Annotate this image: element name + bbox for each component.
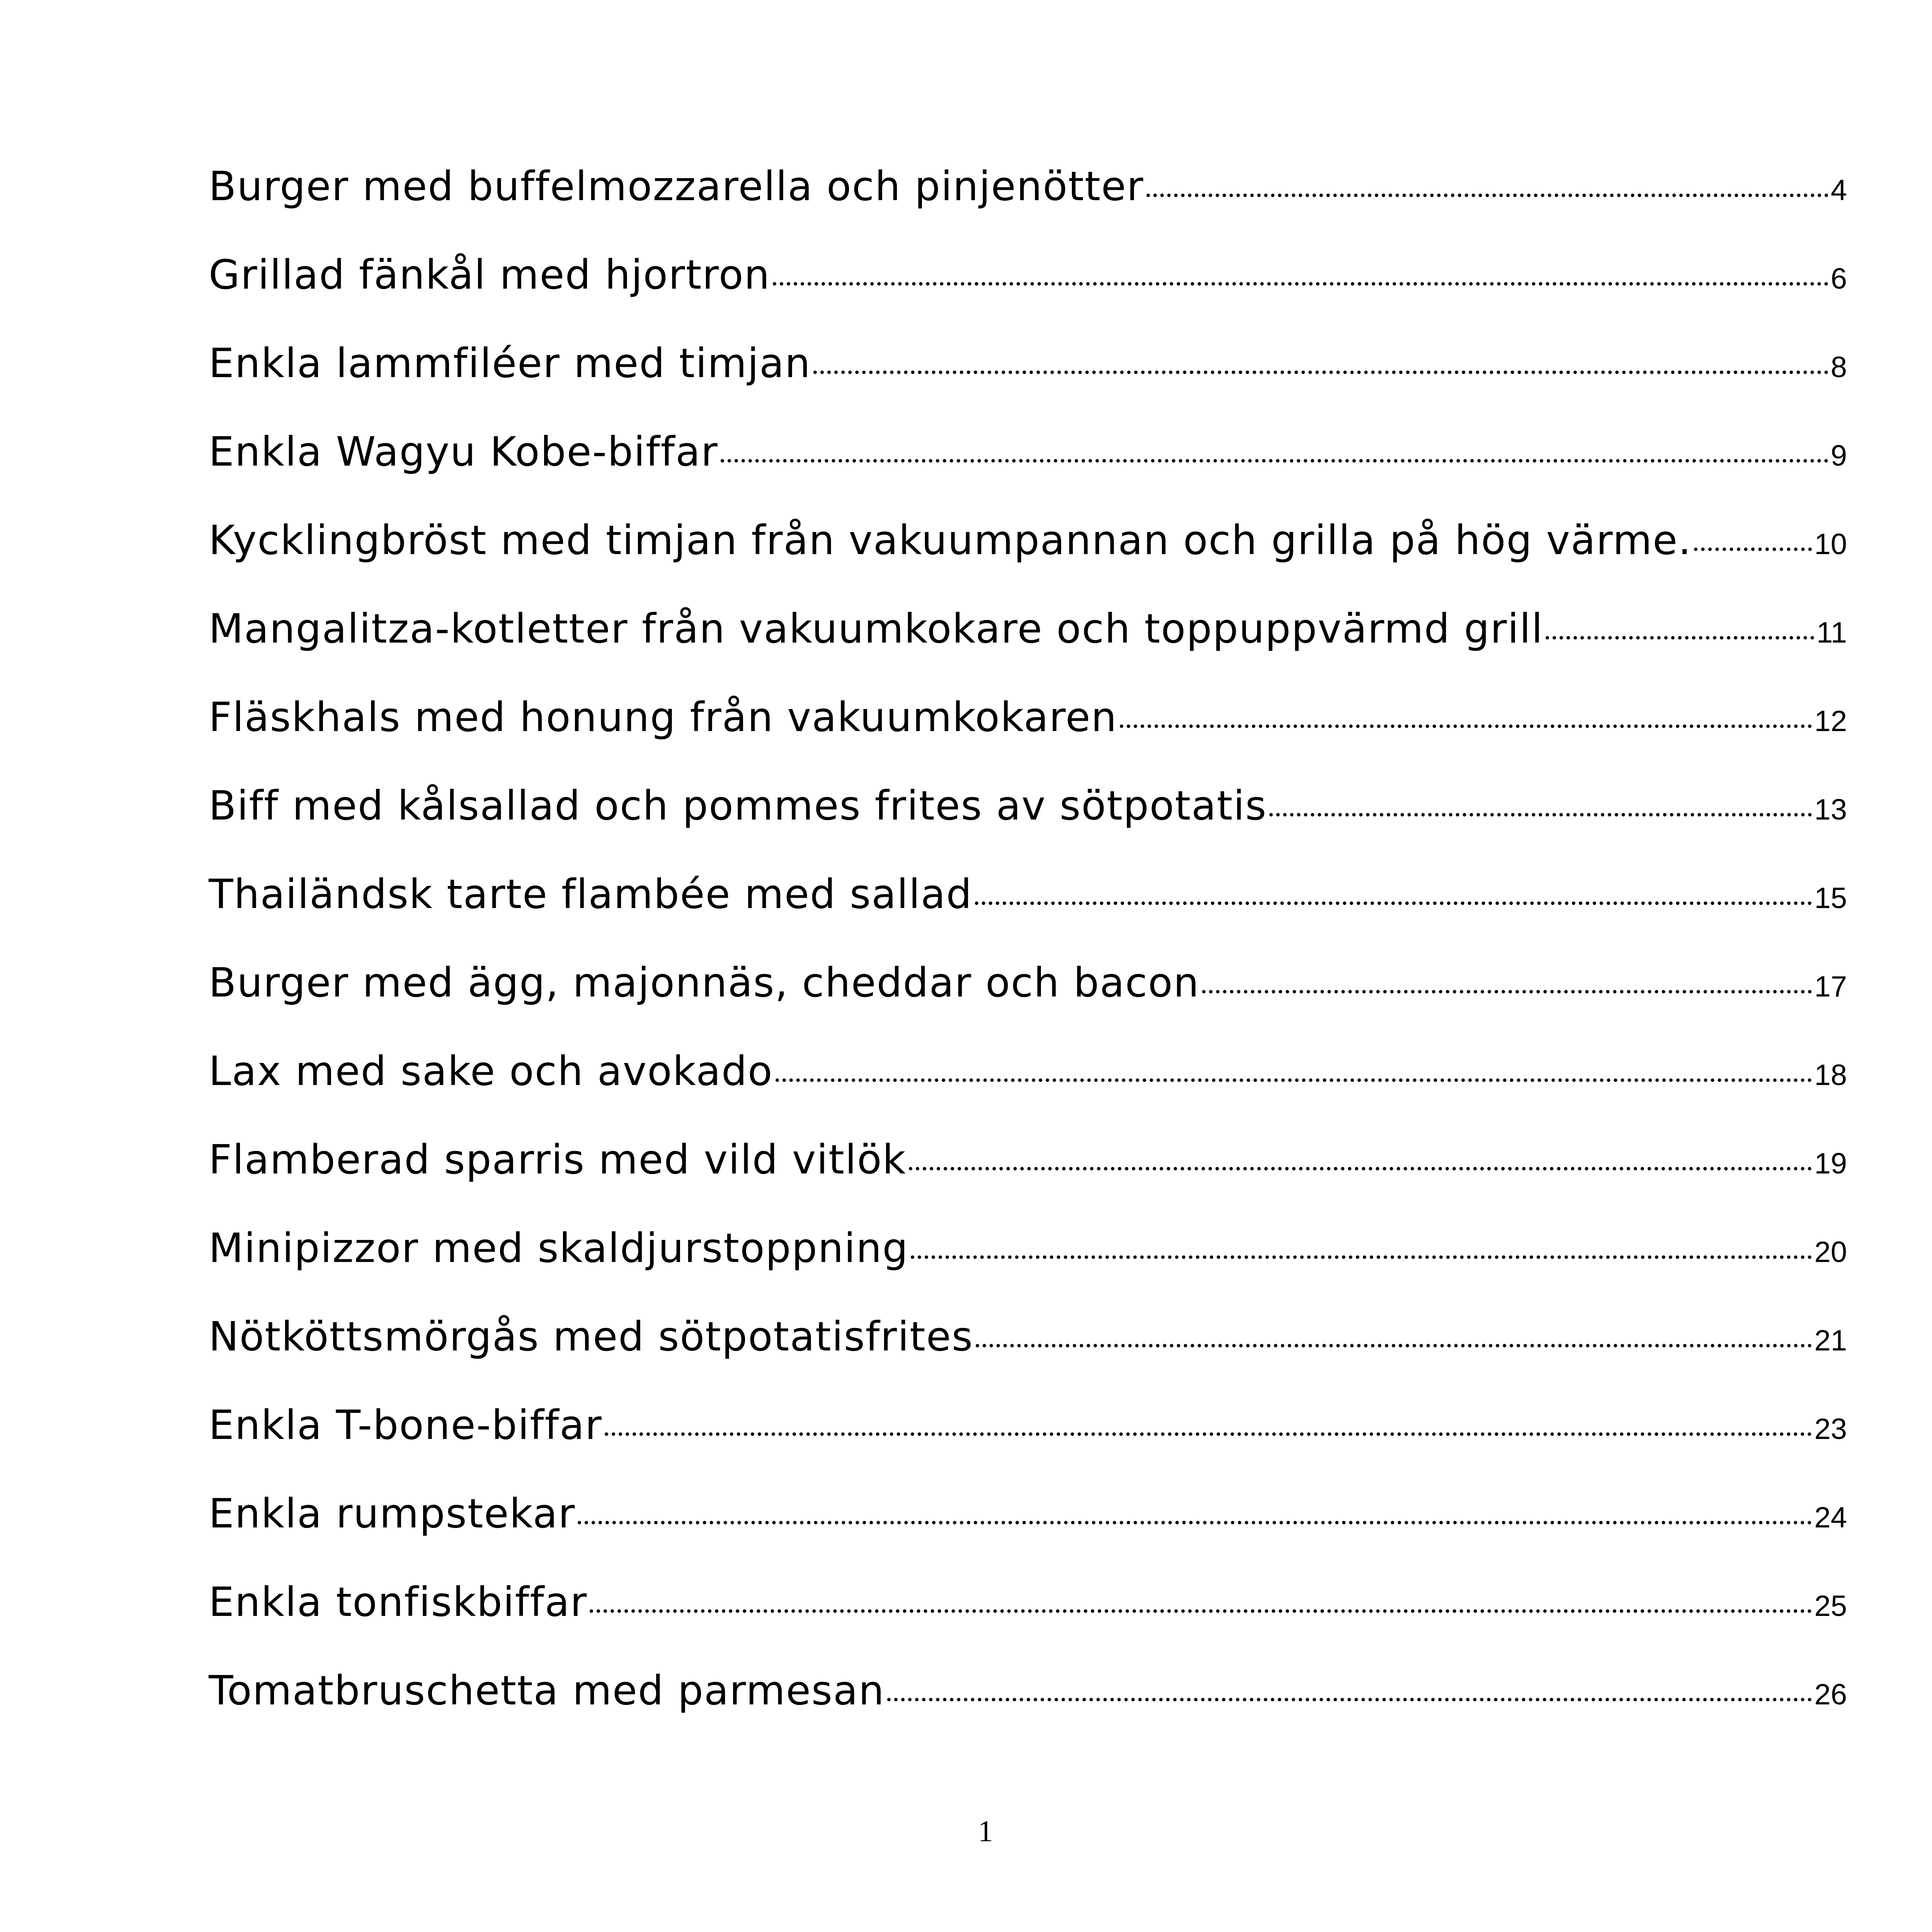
toc-entry-title: Enkla Wagyu Kobe-biffar [209, 428, 718, 475]
toc-entry-title: Biff med kålsallad och pommes frites av sötpotatis [209, 782, 1267, 829]
toc-entry-page: 21 [1814, 1324, 1847, 1357]
toc-entry-page: 11 [1816, 616, 1847, 649]
toc-dot-leader [590, 1609, 1812, 1613]
toc-entry-page: 9 [1830, 439, 1847, 472]
toc-entry-title: Lax med sake och avokado [209, 1048, 773, 1095]
toc-entry-page: 24 [1814, 1501, 1847, 1534]
footer-page-number: 1 [978, 1814, 993, 1848]
toc-entry[interactable] [209, 1136, 1847, 1228]
toc-entry-title: Enkla T-bone-biffar [209, 1401, 602, 1449]
toc-dot-leader [1120, 724, 1812, 728]
toc-entry-page: 10 [1814, 528, 1847, 561]
toc-entry-page: 17 [1814, 970, 1847, 1003]
toc-entry-title: Mangalitza-kotletter från vakuumkokare och toppuppvärmd grill [209, 605, 1544, 652]
toc-dot-leader [911, 1255, 1812, 1259]
toc-entry[interactable] [209, 1490, 1847, 1582]
toc-entry-page: 13 [1814, 793, 1847, 826]
toc-entry-page: 15 [1814, 882, 1847, 915]
toc-dot-leader [776, 1078, 1812, 1082]
toc-entry-page: 12 [1814, 705, 1847, 738]
toc-entry[interactable] [209, 694, 1847, 786]
toc-entry[interactable] [209, 782, 1847, 874]
toc-entry-page: 6 [1830, 262, 1847, 295]
toc-dot-leader [1269, 813, 1812, 816]
toc-entry-title: Thailändsk tarte flambée med sallad [209, 871, 973, 918]
toc-entry[interactable] [209, 163, 1847, 255]
toc-entry-title: Minipizzor med skaldjurstoppning [209, 1225, 909, 1272]
toc-entry[interactable] [209, 251, 1847, 343]
toc-dot-leader [721, 459, 1828, 463]
toc-entry-title: Tomatbruschetta med parmesan [209, 1667, 885, 1714]
toc-entry-title: Burger med ägg, majonnäs, cheddar och bacon [209, 959, 1200, 1006]
toc-entry[interactable] [209, 1401, 1847, 1493]
toc-dot-leader [975, 901, 1812, 905]
toc-entry-page: 4 [1830, 174, 1847, 207]
toc-entry-page: 18 [1814, 1059, 1847, 1092]
toc-entry[interactable] [209, 1667, 1847, 1759]
toc-dot-leader [578, 1521, 1812, 1524]
toc-entry-title: Nötköttsmörgås med sötpotatisfrites [209, 1313, 974, 1360]
toc-dot-leader [813, 371, 1828, 374]
toc-entry[interactable] [209, 959, 1847, 1051]
toc-entry-page: 25 [1814, 1590, 1847, 1622]
toc-entry-page: 26 [1814, 1678, 1847, 1711]
toc-dot-leader [976, 1344, 1812, 1347]
toc-entry[interactable] [209, 340, 1847, 432]
toc-dot-leader [773, 282, 1828, 286]
toc-entry[interactable] [209, 1578, 1847, 1670]
toc-entry[interactable] [209, 1225, 1847, 1316]
toc-entry[interactable] [209, 517, 1847, 609]
toc-entry-title: Enkla lammfiléer med timjan [209, 340, 811, 387]
toc-entry-page: 20 [1814, 1236, 1847, 1269]
toc-entry-title: Kycklingbröst med timjan från vakuumpannan och grilla på hög värme. [209, 517, 1692, 564]
toc-entry-title: Flamberad sparris med vild vitlök [209, 1136, 906, 1183]
toc-dot-leader [1146, 194, 1828, 197]
toc-entry[interactable] [209, 605, 1847, 697]
toc-entry-title: Fläskhals med honung från vakuumkokaren [209, 694, 1117, 741]
toc-entry-page: 19 [1814, 1147, 1847, 1180]
toc-entry-page: 23 [1814, 1413, 1847, 1446]
toc-entry[interactable] [209, 871, 1847, 963]
toc-entry[interactable] [209, 1048, 1847, 1139]
toc-dot-leader [605, 1432, 1812, 1436]
toc-entry-title: Grillad fänkål med hjortron [209, 251, 770, 298]
toc-dot-leader [909, 1167, 1812, 1170]
toc-entry-title: Enkla rumpstekar [209, 1490, 576, 1537]
toc-dot-leader [1694, 548, 1812, 551]
toc-dot-leader [887, 1698, 1812, 1701]
toc-dot-leader [1202, 990, 1812, 993]
toc-dot-leader [1546, 636, 1814, 639]
toc-entry[interactable] [209, 428, 1847, 520]
toc-entry-title: Enkla tonfiskbiffar [209, 1578, 588, 1626]
toc-entry-page: 8 [1830, 351, 1847, 384]
table-of-contents [209, 163, 1847, 1759]
toc-entry[interactable] [209, 1313, 1847, 1405]
toc-entry-title: Burger med buffelmozzarella och pinjenötter [209, 163, 1144, 210]
